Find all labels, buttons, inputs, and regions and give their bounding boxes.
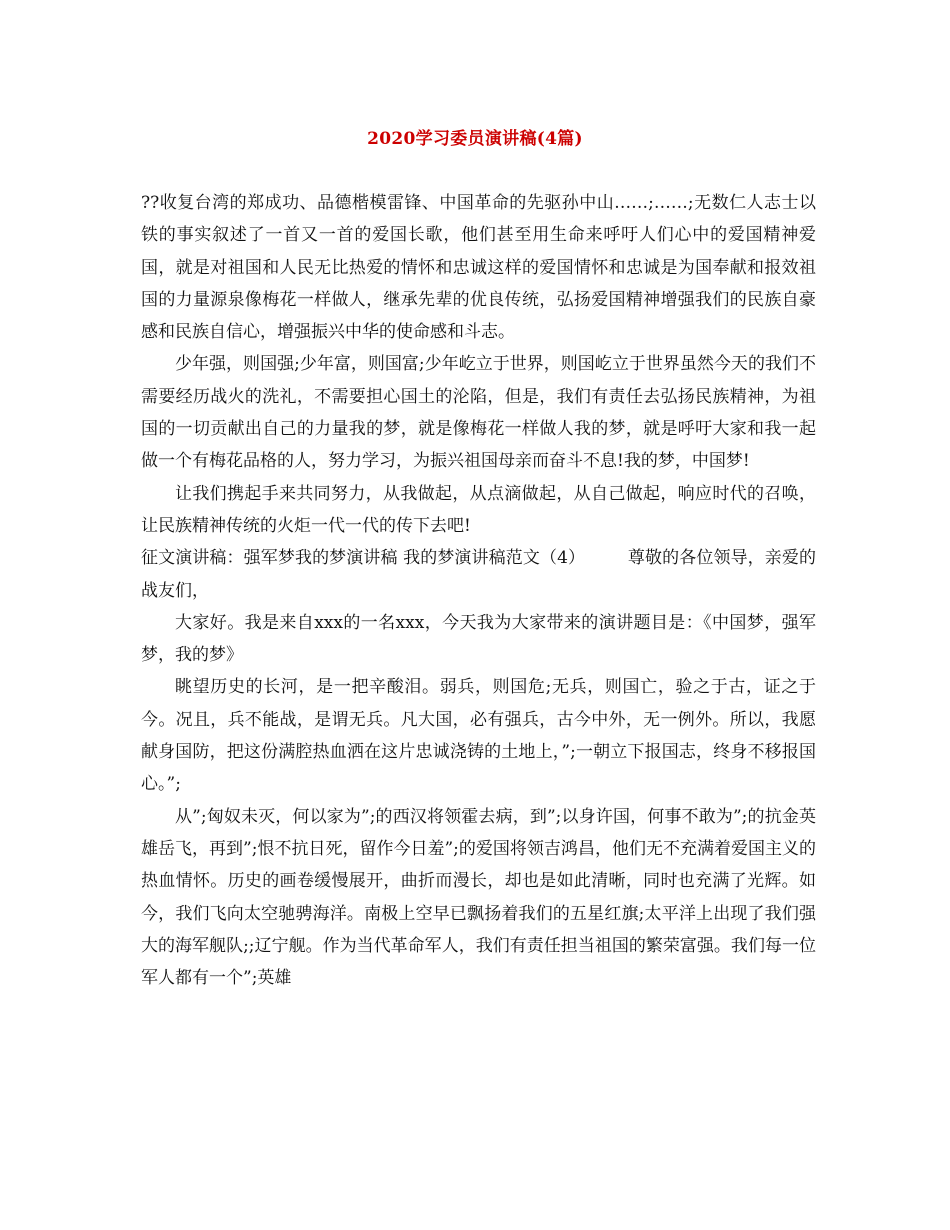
- paragraph: ??收复台湾的郑成功、品德楷模雷锋、中国革命的先驱孙中山……;……;无数仁人志士以铁的事实叙述了一首又一首的爱国长歌，他们甚至用生命来呼吁人们心中的爱国精神爱国，就是对祖国和人民无比热爱的情怀和忠诚这样的爱国情怀和忠诚是为国奉献和报效祖国的力量源泉像梅花一样做人，继承先辈的优良传统，弘扬爱国精神增强我们的民族自豪感和民族自信心，增强振兴中华的使命感和斗志。: [141, 193, 816, 343]
- paragraph: 大家好。我是来自xxx的一名xxx，今天我为大家带来的演讲题目是：《中国梦，强军梦，我的梦》: [141, 612, 816, 666]
- paragraph: 从”;匈奴未灭，何以家为”;的西汉将领霍去病，到”;以身许国，何事不敢为”;的抗金英雄岳飞，再到”;恨不抗日死，留作今日羞”;的爱国将领吉鸿昌，他们无不充满着爱国主义的热血情怀。历史的画卷缓慢展开，曲折而漫长，却也是如此清晰，同时也充满了光辉。如今，我们飞向太空驰骋海洋。南极上空早已飘扬着我们的五星红旗;太平洋上出现了我们强大的海军舰队;;辽宁舰。作为当代革命军人，我们有责任担当祖国的繁荣富强。我们每一位军人都有一个”;英雄: [141, 806, 816, 989]
- paragraph: 征文演讲稿：强军梦我的梦演讲稿 我的梦演讲稿范文（4） 尊敬的各位领导，亲爱的战友们，: [141, 548, 816, 601]
- paragraph: 眺望历史的长河，是一把辛酸泪。弱兵，则国危;无兵，则国亡，验之于古，证之于今。况且，兵不能战，是谓无兵。凡大国，必有强兵，古今中外，无一例外。所以，我愿献身国防，把这份满腔热血洒在这片忠诚浇铸的土地上，”;一朝立下报国志，终身不移报国心。”;: [141, 677, 816, 795]
- paragraph: 让我们携起手来共同努力，从我做起，从点滴做起，从自己做起，响应时代的召唤，让民族精神传统的火炬一代一代的传下去吧!: [141, 483, 816, 536]
- document-title: 2020学习委员演讲稿(4篇): [367, 129, 583, 149]
- document-body: [141, 187, 816, 994]
- paragraph: 少年强，则国强;少年富，则国富;少年屹立于世界，则国屹立于世界虽然今天的我们不需要经历战火的洗礼，不需要担心国土的沦陷，但是，我们有责任去弘扬民族精神，为祖国的一切贡献出自己的力量我的梦，就是像梅花一样做人我的梦，就是呼吁大家和我一起做一个有梅花品格的人，努力学习，为振兴祖国母亲而奋斗不息!我的梦，中国梦!: [141, 354, 816, 472]
